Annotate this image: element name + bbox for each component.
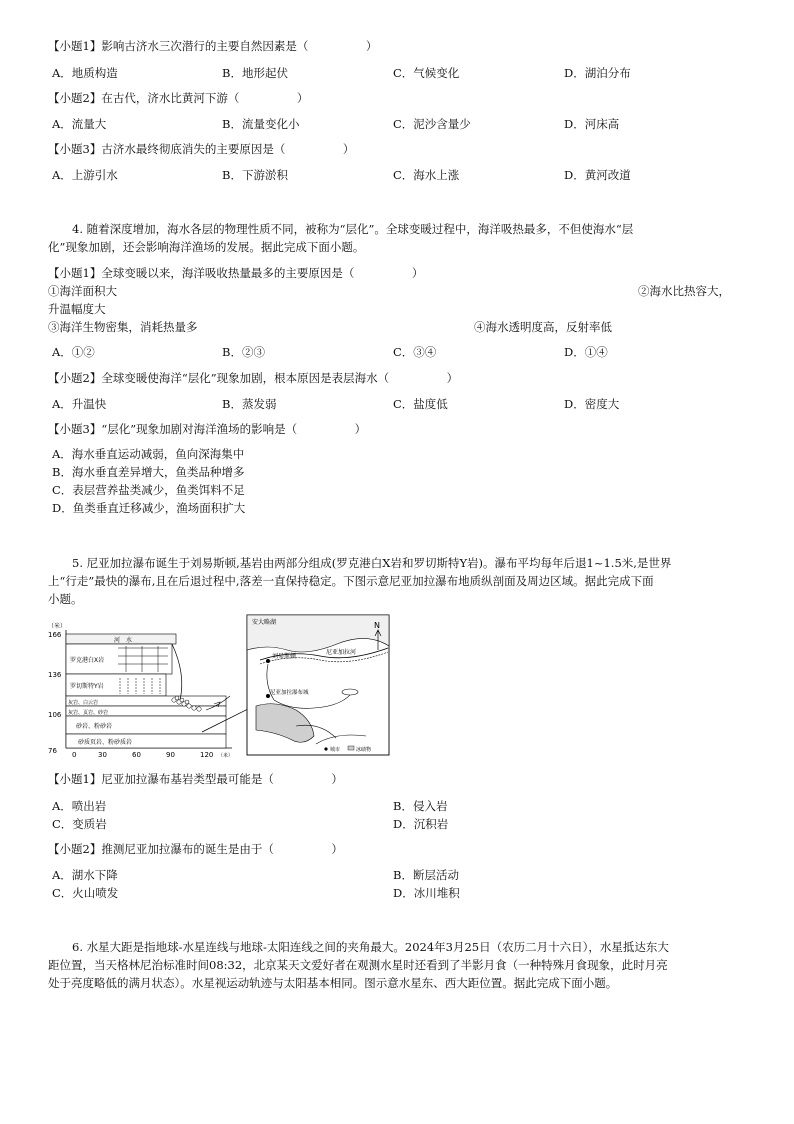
q3-s2-opt-c[interactable]: C．泥沙含量少 [393,117,471,131]
q3-s3-opt-d[interactable]: D．黄河改道 [564,168,631,182]
map-niagara-falls-city: 尼亚加拉瀑布城 [270,690,309,696]
q4-s3-stem: 【小题3】“层化”现象加剧对海洋渔场的影响是（ ） [48,422,367,436]
q6-line1: 6. 水星大距是指地球-水星连线与地球-太阳连线之间的夹角最大。2024年3月25日（农历二月十六日），水星抵达东大 [72,940,669,954]
q4-s1-statement-2: ②海水比热容大， [638,284,730,298]
y-tick-106: 106 [48,711,62,719]
layer-rochester-y: 罗切斯特Y岩 [70,683,104,690]
q5-intro-line2: 上“行走”最快的瀑布,且在后退过程中,落差一直保持稳定。下图示意尼亚加拉瀑布地质纵剖面及周边区域。据此完成下面 [48,574,654,588]
legend-moraine: 冰碛物 [356,747,372,753]
y-tick-76: 76 [48,747,57,755]
map-lake-ontario: 安大略湖 [252,619,277,626]
q5-intro-line1: 5. 尼亚加拉瀑布诞生于刘易斯顿,基岩由两部分组成(罗克港白X岩和罗切斯特Y岩)。瀑布平均每年后退1~1.5米,是世界 [72,556,672,570]
layer-sandstone: 砂岩、粉砂岩 [76,723,113,730]
city-marker-lewiston [266,659,270,663]
q4-s1-statement-1: ①海洋面积大 [48,284,117,298]
q5-s1-opt-a[interactable]: A．喷出岩 [52,799,107,813]
q3-s2-opt-b[interactable]: B．流量变化小 [222,117,300,131]
north-arrow-label: N [374,621,380,630]
q4-s2-opt-c[interactable]: C．盐度低 [393,397,448,411]
layer-limestone-dolomite: 灰岩、白云岩 [68,700,99,706]
q3-s1-opt-a[interactable]: A．地质构造 [52,66,118,80]
q5-intro-line3: 小题。 [48,592,83,606]
q4-s1-opt-d[interactable]: D．①④ [564,345,608,359]
q3-s1-opt-b[interactable]: B．地形起伏 [222,66,288,80]
q4-s3-opt-c[interactable]: C．表层营养盐类减少，鱼类饵料不足 [52,483,245,497]
q4-s2-opt-a[interactable]: A．升温快 [52,397,107,411]
x-tick-60: 60 [132,751,141,759]
niagara-region-map [246,614,390,756]
x-axis-unit: （米） [218,753,234,759]
q5-s1-opt-c[interactable]: C．变质岩 [52,817,107,831]
q6-line3: 处于亮度略低的满月状态）。水星视运动轨迹与太阳基本相同。图示意水星东、西大距位置。据此完成下面小题。 [48,976,618,990]
q4-s1-opt-c[interactable]: C．③④ [393,345,437,359]
q3-s3-opt-a[interactable]: A．上游引水 [52,168,118,182]
x-tick-120: 120 [200,751,214,759]
q4-s1-opt-b[interactable]: B．②③ [222,345,265,359]
q6-line2: 距位置，当天格林尼治标准时间08:32，北京某天文爱好者在观测水星时还看到了半影月食（一种特殊月食现象，此时月亮 [48,958,668,972]
q5-s1-opt-b[interactable]: B．侵入岩 [393,799,448,813]
x-tick-90: 90 [166,751,175,759]
q3-s1-opt-c[interactable]: C．气候变化 [393,66,460,80]
y-tick-166: 166 [48,631,62,639]
q3-s1-stem: 【小题1】影响古济水三次潜行的主要自然因素是（ ） [48,39,378,53]
layer-sandy-shale: 砂质页岩、粉砂质岩 [78,739,133,746]
q5-s2-opt-c[interactable]: C．火山喷发 [52,886,119,900]
q4-s3-opt-b[interactable]: B．海水垂直差异增大，鱼类品种增多 [52,465,245,479]
layer-rochester-x: 罗克港白X岩 [70,657,105,664]
q3-s2-stem: 【小题2】在古代，济水比黄河下游（ ） [48,91,309,105]
q5-s2-opt-a[interactable]: A．湖水下降 [52,868,118,882]
q3-s2-opt-d[interactable]: D．河床高 [564,117,620,131]
q4-s1-opt-a[interactable]: A．①② [52,345,95,359]
q4-s1-statement-4: ④海水透明度高，反射率低 [474,320,612,334]
q4-s2-opt-d[interactable]: D．密度大 [564,397,620,411]
q4-s3-opt-a[interactable]: A．海水垂直运动减弱，鱼向深海集中 [52,447,245,461]
x-tick-0: 0 [72,751,77,759]
q4-s2-stem: 【小题2】全球变暖使海洋“层化”现象加剧，根本原因是表层海水（ ） [48,371,459,385]
x-tick-30: 30 [98,751,107,759]
q4-s1-stem: 【小题1】全球变暖以来，海洋吸收热量最多的主要原因是（ ） [48,266,424,280]
q4-s1-statement-2-cont: 升温幅度大 [48,302,106,316]
q4-s1-statement-3: ③海洋生物密集，消耗热量多 [48,320,198,334]
y-axis-unit: （米） [48,623,67,630]
legend-city: 城市 [330,747,341,753]
river-label: 河 水 [114,637,133,644]
q5-s2-opt-b[interactable]: B．断层活动 [393,868,459,882]
q5-s1-stem: 【小题1】尼亚加拉瀑布基岩类型最可能是（ ） [48,772,343,786]
q5-s2-stem: 【小题2】推测尼亚加拉瀑布的诞生是由于（ ） [48,842,343,856]
map-city-lewiston: 刘易斯顿 [272,653,297,660]
q3-s3-stem: 【小题3】古济水最终彻底消失的主要原因是（ ） [48,142,355,156]
q4-s3-opt-d[interactable]: D．鱼类垂直迁移减少，渔场面积扩大 [52,501,246,515]
map-niagara-river: 尼亚加拉河 [326,649,357,656]
q4-intro-line1: 4. 随着深度增加，海水各层的物理性质不同，被称为“层化”。全球变暖过程中，海洋吸热最多，不但使海水“层 [72,222,634,236]
y-tick-136: 136 [48,671,62,679]
q3-s3-opt-b[interactable]: B．下游淤积 [222,168,288,182]
q4-s2-opt-b[interactable]: B．蒸发弱 [222,397,277,411]
layer-limestone-shale: 灰岩、页岩、砂岩 [68,710,109,716]
q3-s2-opt-a[interactable]: A．流量大 [52,117,107,131]
q3-s3-opt-c[interactable]: C．海水上涨 [393,168,460,182]
q3-s1-opt-d[interactable]: D．湖泊分布 [564,66,631,80]
q5-s2-opt-d[interactable]: D．冰川堆积 [393,886,460,900]
q5-s1-opt-d[interactable]: D．沉积岩 [393,817,449,831]
q4-intro-line2: 化”现象加剧，还会影响海洋渔场的发展。据此完成下面小题。 [48,240,365,254]
